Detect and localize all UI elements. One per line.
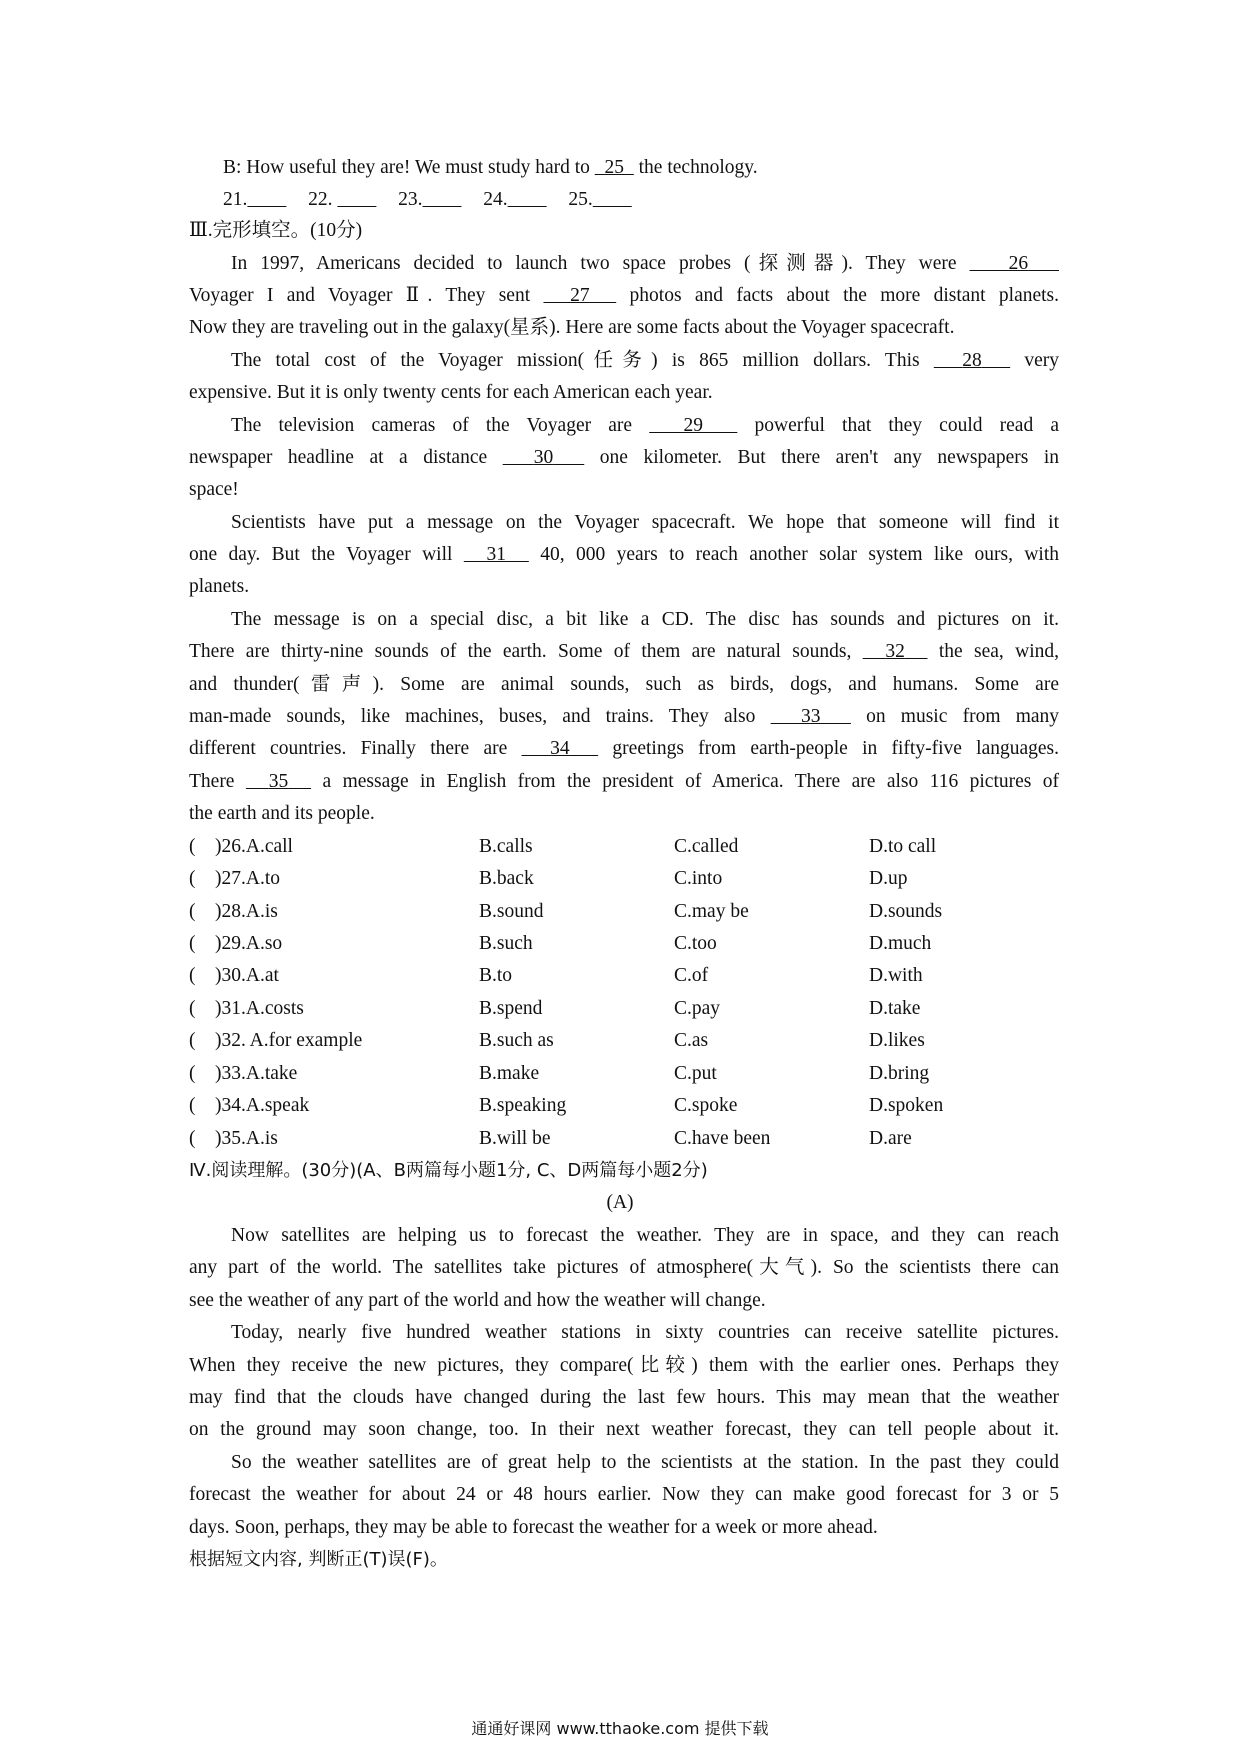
question-34: ( )34.A.speak xyxy=(189,1095,310,1116)
option-30-b: B.to xyxy=(479,965,513,986)
s3-p5-line2: There are thirty-nine sounds of the earth. Some of them are natural sounds, 32 the sea, wind, xyxy=(189,641,1059,662)
section4-heading: Ⅳ.阅读理解。(30分)(A、B两篇每小题1分, C、D两篇每小题2分) xyxy=(189,1160,708,1181)
option-35-d: D.are xyxy=(869,1128,912,1149)
option-31-d: D.take xyxy=(869,998,921,1019)
s3-p5-line1: The message is on a special disc, a bit like a CD. The disc has sounds and pictures on it. xyxy=(231,609,1059,630)
option-32-d: D.likes xyxy=(869,1030,925,1051)
question-27: ( )27.A.to xyxy=(189,868,280,889)
s3-p3-line2: newspaper headline at a distance 30 one kilometer. But there aren't any newspapers in xyxy=(189,447,1060,468)
s3-p3-line1: The television cameras of the Voyager are 29 powerful that they could read a xyxy=(231,415,1059,436)
tf-instruction: 根据短文内容, 判断正(T)误(F)。 xyxy=(189,1549,448,1570)
s4-a-line1: Now satellites are helping us to forecast the weather. They are in space, and they can reach xyxy=(231,1225,1059,1246)
answer-24: 24. xyxy=(483,189,508,210)
option-32-b: B.such as xyxy=(479,1030,554,1051)
option-29-c: C.too xyxy=(674,933,717,954)
s3-p1-line3: Now they are traveling out in the galaxy(星系). Here are some facts about the Voyager spacecraft. xyxy=(189,317,955,338)
s3-p5-line7: the earth and its people. xyxy=(189,803,375,824)
s3-p4-line3: planets. xyxy=(189,576,250,597)
blank-25: 25 xyxy=(604,157,625,178)
s3-p5-line5: different countries. Finally there are 34 greetings from earth-people in fifty-five languages. xyxy=(189,738,1060,759)
answer-blanks-row xyxy=(223,186,1093,214)
s4-b-line3: may find that the clouds have changed during the last few hours. This may mean that the weather xyxy=(189,1387,1059,1408)
option-27-d: D.up xyxy=(869,868,908,889)
s3-p2-line1: The total cost of the Voyager mission(任务) is 865 million dollars. This 28 very xyxy=(231,350,1060,371)
option-31-b: B.spend xyxy=(479,998,543,1019)
question-33: ( )33.A.take xyxy=(189,1063,298,1084)
option-27-b: B.back xyxy=(479,868,534,889)
s3-p5-line3: and thunder(雷声). Some are animal sounds, such as birds, dogs, and humans. Some are xyxy=(189,674,1059,695)
option-26-c: C.called xyxy=(674,836,739,857)
footer-download-notice: 通通好课网 www.tthaoke.com 提供下载 xyxy=(471,1719,769,1738)
s3-p3-line3: space! xyxy=(189,479,239,500)
s4-c-line1: So the weather satellites are of great help to the scientists at the station. In the past they could xyxy=(231,1452,1059,1473)
passage-a-label: (A) xyxy=(606,1192,634,1213)
answer-22: 22. xyxy=(308,189,338,210)
option-33-c: C.put xyxy=(674,1063,717,1084)
option-30-c: C.of xyxy=(674,965,709,986)
s3-p5-line6: There 35 a message in English from the president of America. There are also 116 pictures of xyxy=(189,771,1060,792)
s4-c-line2: forecast the weather for about 24 or 48 hours earlier. Now they can make good forecast for 3 or 5 xyxy=(189,1484,1059,1505)
dialogue-line-b: B: How useful they are! We must study hard to 25 the technology. xyxy=(223,157,758,178)
option-34-b: B.speaking xyxy=(479,1095,567,1116)
s3-p5-line4: man-made sounds, like machines, buses, and trains. They also 33 on music from many xyxy=(189,706,1060,727)
s4-c-line3: days. Soon, perhaps, they may be able to forecast the weather for a week or more ahead. xyxy=(189,1517,878,1538)
question-31: ( )31.A.costs xyxy=(189,998,304,1019)
option-28-d: D.sounds xyxy=(869,901,943,922)
question-29: ( )29.A.so xyxy=(189,933,283,954)
option-28-c: C.may be xyxy=(674,901,749,922)
question-28: ( )28.A.is xyxy=(189,901,278,922)
s3-p1-line1: In 1997, Americans decided to launch two space probes (探测器). They were 26 xyxy=(231,253,1029,274)
option-33-b: B.make xyxy=(479,1063,540,1084)
option-28-b: B.sound xyxy=(479,901,544,922)
option-27-c: C.into xyxy=(674,868,723,889)
option-29-d: D.much xyxy=(869,933,932,954)
option-33-d: D.bring xyxy=(869,1063,930,1084)
s3-p2-line2: expensive. But it is only twenty cents for each American each year. xyxy=(189,382,713,403)
option-26-b: B.calls xyxy=(479,836,533,857)
s4-a-line2: any part of the world. The satellites take pictures of atmosphere(大气). So the scientists there can xyxy=(189,1257,1059,1278)
answer-21: 21. xyxy=(223,189,248,210)
section3-heading: Ⅲ.完形填空。(10分) xyxy=(189,220,363,241)
question-26: ( )26.A.call xyxy=(189,836,293,857)
question-32: ( )32. A.for example xyxy=(189,1030,363,1051)
option-30-d: D.with xyxy=(869,965,923,986)
answer-23: 23. xyxy=(398,189,423,210)
option-29-b: B.such xyxy=(479,933,533,954)
option-35-c: C.have been xyxy=(674,1128,771,1149)
s4-b-line4: on the ground may soon change, too. In their next weather forecast, they can tell people about it. xyxy=(189,1419,1059,1440)
s4-b-line2: When they receive the new pictures, they compare(比较) them with the earlier ones. Perhaps they xyxy=(189,1355,1059,1376)
question-30: ( )30.A.at xyxy=(189,965,279,986)
option-34-c: C.spoke xyxy=(674,1095,738,1116)
option-26-d: D.to call xyxy=(869,836,937,857)
s3-p1-line2: Voyager I and Voyager Ⅱ. They sent 27 photos and facts about the more distant planets. xyxy=(189,285,1060,306)
option-34-d: D.spoken xyxy=(869,1095,944,1116)
question-35: ( )35.A.is xyxy=(189,1128,278,1149)
s3-p4-line1: Scientists have put a message on the Voyager spacecraft. We hope that someone will find it xyxy=(231,512,1059,533)
s4-a-line3: see the weather of any part of the world and how the weather will change. xyxy=(189,1290,766,1311)
option-32-c: C.as xyxy=(674,1030,709,1051)
s3-p4-line2: one day. But the Voyager will 31 40, 000 years to reach another solar system like ours, with xyxy=(189,544,1060,565)
answer-25: 25. xyxy=(568,189,593,210)
option-31-c: C.pay xyxy=(674,998,721,1019)
s4-b-line1: Today, nearly five hundred weather stations in sixty countries can receive satellite pictures. xyxy=(231,1322,1059,1343)
option-35-b: B.will be xyxy=(479,1128,551,1149)
